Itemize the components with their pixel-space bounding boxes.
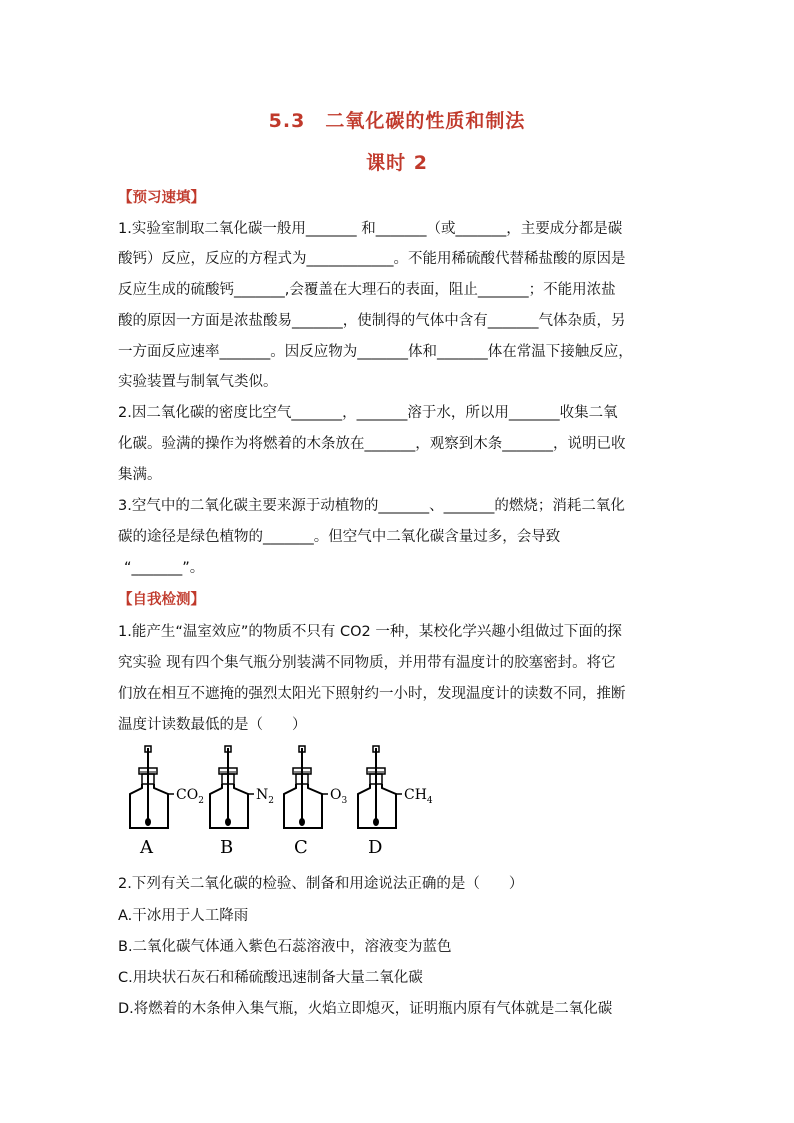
question-1-line: 温度计读数最低的是（ ） (118, 717, 307, 733)
bottle-a-label: A (140, 837, 153, 858)
preview-line: 集满。 (118, 467, 162, 483)
preview-line: 3.空气中的二氧化碳主要来源于动植物的_______、_______的燃烧；消耗二氧化 (118, 498, 625, 514)
preview-line: 一方面反应速率_______。因反应物为_______体和_______体在常温下接触反应， (118, 344, 633, 360)
page-title: 5.3 二氧化碳的性质和制法 (268, 110, 526, 132)
question-2-option-b: B.二氧化碳气体通入紫色石蕊溶液中，溶液变为蓝色 (118, 939, 452, 955)
question-2-line: 2.下列有关二氧化碳的检验、制备和用途说法正确的是（ ） (118, 876, 524, 892)
section-heading-self-check: 【自我检测】 (118, 592, 205, 608)
bottle-b-gas: $N_2$ (256, 787, 274, 806)
question-1-line: 们放在相互不遮掩的强烈太阳光下照射约一小时，发现温度计的读数不同，推断 (118, 686, 626, 702)
bottle-a (130, 746, 204, 858)
bottle-b (210, 746, 274, 858)
question-2-option-a: A.干冰用于人工降雨 (118, 908, 249, 924)
preview-line: 1.实验室制取二氧化碳一般用_______ 和_______（或_______，主要成分都是碳 (118, 221, 623, 237)
question-1-line: 究实验 现有四个集气瓶分别装满不同物质，并用带有温度计的胶塞密封。将它 (118, 655, 616, 671)
preview-line: 2.因二氧化碳的密度比空气_______，_______溶于水，所以用_______收集二氧 (118, 405, 618, 421)
bottle-c-gas: $O_3$ (330, 787, 348, 806)
bottle-d-label: D (368, 837, 383, 858)
bottle-d-gas: $CH_4$ (404, 787, 433, 806)
preview-line: 酸钙）反应，反应的方程式为____________。不能用稀硫酸代替稀盐酸的原因是 (118, 251, 626, 267)
gas-bottle-figure (118, 742, 448, 858)
bottle-d (358, 746, 433, 858)
question-2-option-c: C.用块状石灰石和稀硫酸迅速制备大量二氧化碳 (118, 970, 423, 986)
section-heading-preview: 【预习速填】 (118, 190, 205, 206)
question-2-option-d: D.将燃着的木条伸入集气瓶，火焰立即熄灭，证明瓶内原有气体就是二氧化碳 (118, 1001, 613, 1017)
page-subtitle: 课时 2 (366, 152, 428, 174)
preview-line: 实验装置与制氧气类似。 (118, 374, 278, 390)
preview-line: “_______”。 (124, 560, 205, 576)
preview-line: 碳的途径是绿色植物的_______。但空气中二氧化碳含量过多，会导致 (118, 529, 561, 545)
bottle-c-label: C (294, 837, 308, 858)
bottle-a-gas: $CO_2$ (176, 787, 204, 806)
preview-line: 反应生成的硫酸钙_______,会覆盖在大理石的表面，阻止_______；不能用浓盐 (118, 282, 616, 298)
question-1-line: 1.能产生“温室效应”的物质不只有 CO2 一种，某校化学兴趣小组做过下面的探 (118, 624, 622, 640)
bottle-b-label: B (220, 837, 234, 858)
preview-line: 化碳。验满的操作为将燃着的木条放在_______，观察到木条_______，说明已收 (118, 436, 626, 452)
bottle-c (284, 746, 347, 858)
preview-line: 酸的原因一方面是浓盐酸易_______，使制得的气体中含有_______气体杂质，另 (118, 313, 626, 329)
